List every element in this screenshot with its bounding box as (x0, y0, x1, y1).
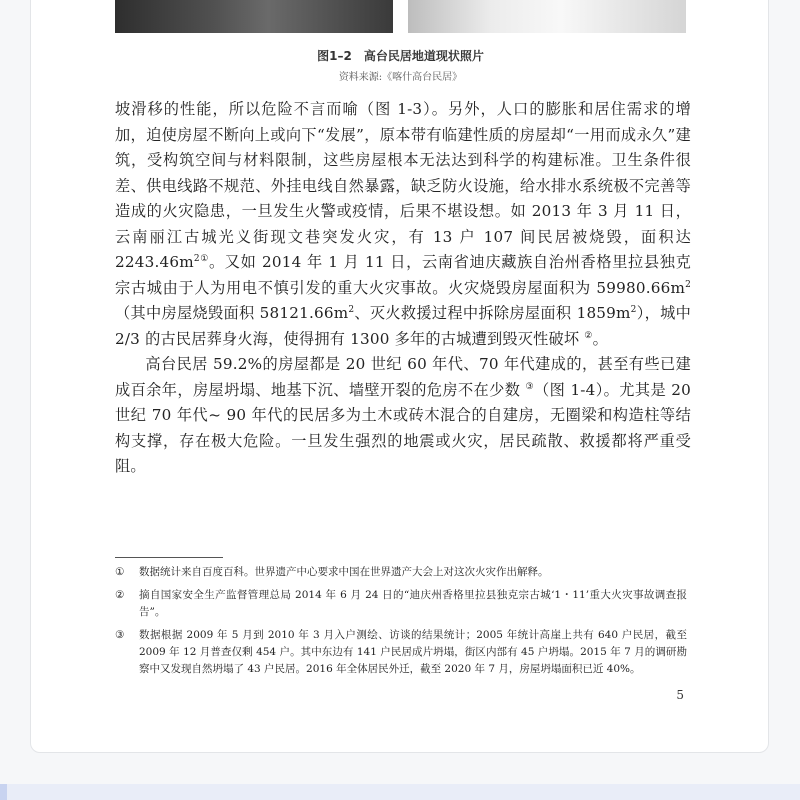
paragraph-1-text-e: ），城中 2/3 的古民居葬身火海，使得拥有 1300 多年的古城遭到毁灭性破坏 (115, 304, 691, 348)
footnote-mark: ① (115, 566, 125, 578)
footnote-reference: ③ (525, 381, 535, 392)
paragraph-1 (115, 97, 691, 352)
superscript-area-unit: 2 (630, 304, 637, 315)
footnote-text: 摘自国家安全生产监督管理总局 2014 年 6 月 24 日的“迪庆州香格里拉县独克宗古城‘1・11’重大火灾事故调查报告”。 (139, 589, 687, 618)
paragraph-1-text-a: 坡滑移的性能，所以危险不言而喻（图 1-3）。另外，人口的膨胀和居住需求的增加，迫使房屋不断向上或向下“发展”，原本带有临建性质的房屋却“一用而成永久”建筑，受构筑空间与材料限制，这些房屋根本无法达到科学的构建标准。卫生条件很差、供电线路不规范、外挂电线自然暴露，缺乏防火设施，给水排水系统极不完善等造成的火灾隐患，一旦发生火警或疫情，后果不堪设想。如 2013 年 3 月 11 日，云南丽江古城光义街现文巷突发火灾，有 13 户 107 间民居被烧毁，面积达 2243.46m (115, 100, 691, 271)
figure-photo-left (115, 0, 393, 33)
next-page-strip (0, 784, 800, 800)
superscript-area-unit-footnote: 2① (193, 253, 209, 264)
next-page-accent (0, 784, 7, 800)
footnote-divider (115, 557, 223, 558)
paragraph-2-text-b: （图 1-4）。尤其是 20 世纪 70 年代~ 90 年代的民居多为土木或砖木混合的自建房，无圈梁和构造柱等结构支撑，存在极大危险。一旦发生强烈的地震或火灾，居民疏散、救援都将严重受阻。 (115, 380, 691, 475)
paragraph-1-text-d: 、灭火救援过程中拆除房屋面积 1859m (354, 304, 631, 322)
page-number: 5 (676, 688, 684, 702)
footnote-reference: ② (584, 330, 593, 341)
paragraph-1-text-f: 。 (592, 329, 608, 348)
figure-caption: 图1–2 高台民居地道现状照片 (317, 49, 484, 63)
footnote-mark: ③ (115, 629, 125, 641)
document-page (30, 0, 769, 753)
footnote-text: 数据统计来自百度百科。世界遗产中心要求中国在世界遗产大会上对这次火灾作出解释。 (139, 566, 549, 578)
paragraph-2-text-a: 高台民居 59.2%的房屋都是 20 世纪 60 年代、70 年代建成的，甚至有些已建成百余年，房屋坍塌、地基下沉、墙壁开裂的危房不在少数 (115, 355, 691, 399)
footnote-mark: ② (115, 589, 125, 601)
footnotes (115, 564, 687, 684)
figure-source: 资料来源:《喀什高台民居》 (338, 72, 463, 83)
figure-photo-right (408, 0, 686, 33)
superscript-area-unit: 2 (348, 304, 355, 315)
footnote-text: 数据根据 2009 年 5 月到 2010 年 3 月入户测绘、访谈的结果统计；2005 年统计高崖上共有 640 户民居，截至 2009 年 12 月普查仅剩 454 户。其中东边有 141 户民居成片坍塌，街区内部有 45 户坍塌。2015 年 7 月的调研勘察中又发现自然坍塌了 43 户民居。2016 年全体居民外迁，截至 2020 年 7 月，房屋坍塌面积已近 40%。 (139, 629, 687, 675)
footnote-item (115, 587, 687, 621)
paragraph-1-text-b: 。又如 2014 年 1 月 11 日，云南省迪庆藏族自治州香格里拉县独克宗古城由于人为用电不慎引发的重大火灾事故。火灾烧毁房屋面积为 59980.66m (115, 253, 691, 297)
footnote-item (115, 564, 687, 581)
paragraph-2 (115, 352, 691, 480)
superscript-area-unit: 2 (685, 279, 691, 290)
paragraph-1-text-c: （其中房屋烧毁面积 58121.66m (115, 304, 349, 322)
footnote-item (115, 627, 687, 678)
body-text (115, 97, 691, 480)
